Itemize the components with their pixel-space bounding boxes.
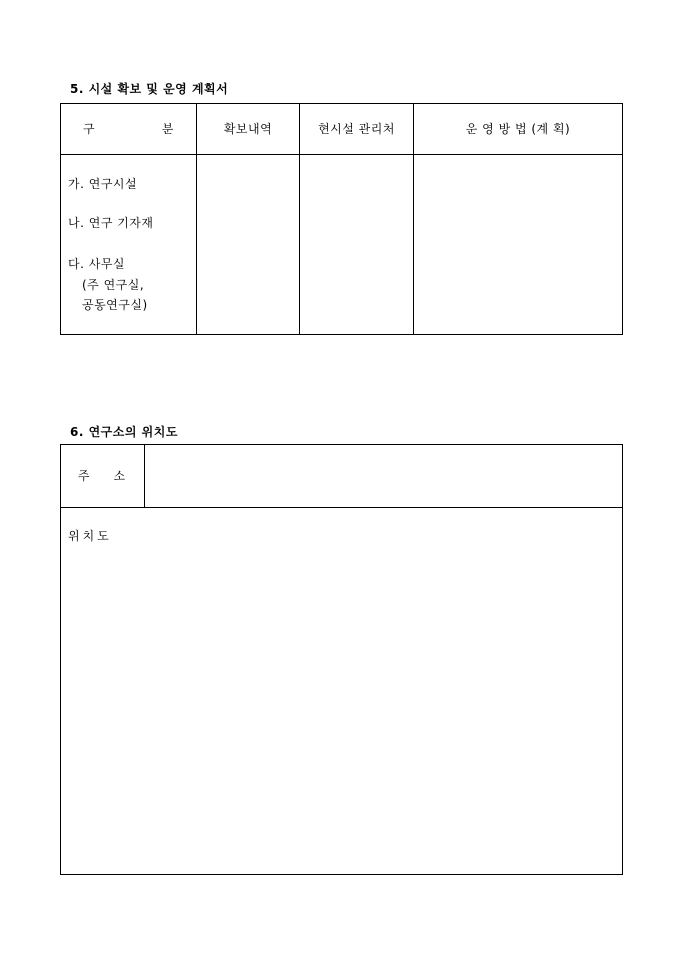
section-6-title: 6. 연구소의 위치도 (70, 425, 178, 439)
address-label (61, 445, 145, 508)
address-value-cell[interactable] (145, 445, 623, 508)
category-office: 다. 사무실 (68, 257, 125, 271)
header-category-part1: 구 (83, 122, 96, 136)
section-5-title: 5. 시설 확보 및 운영 계획서 (70, 82, 229, 96)
location-map-cell[interactable] (61, 508, 623, 875)
header-category (61, 104, 197, 155)
address-row (61, 445, 623, 508)
header-secured: 확보내역 (197, 104, 300, 155)
facility-table-body-row (61, 155, 623, 335)
category-research-equipment: 나. 연구 기자재 (68, 216, 154, 230)
manager-cell[interactable] (300, 155, 414, 335)
header-operation: 운 영 방 법 (계 획) (414, 104, 623, 155)
facility-plan-table (60, 103, 623, 335)
category-office-sub1: (주 연구실, (82, 278, 145, 292)
header-category-part2: 분 (161, 122, 174, 136)
location-table (60, 444, 623, 875)
map-row (61, 508, 623, 875)
header-manager: 현시설 관리처 (300, 104, 414, 155)
address-label-part2: 소 (113, 469, 128, 483)
category-research-facility: 가. 연구시설 (68, 177, 138, 191)
category-office-sub2: 공동연구실) (82, 298, 148, 312)
secured-cell[interactable] (197, 155, 300, 335)
operation-cell[interactable] (414, 155, 623, 335)
category-cell (61, 155, 197, 335)
map-label: 위치도 (68, 529, 112, 543)
address-label-part1: 주 (77, 469, 92, 483)
facility-table-header-row (61, 104, 623, 155)
